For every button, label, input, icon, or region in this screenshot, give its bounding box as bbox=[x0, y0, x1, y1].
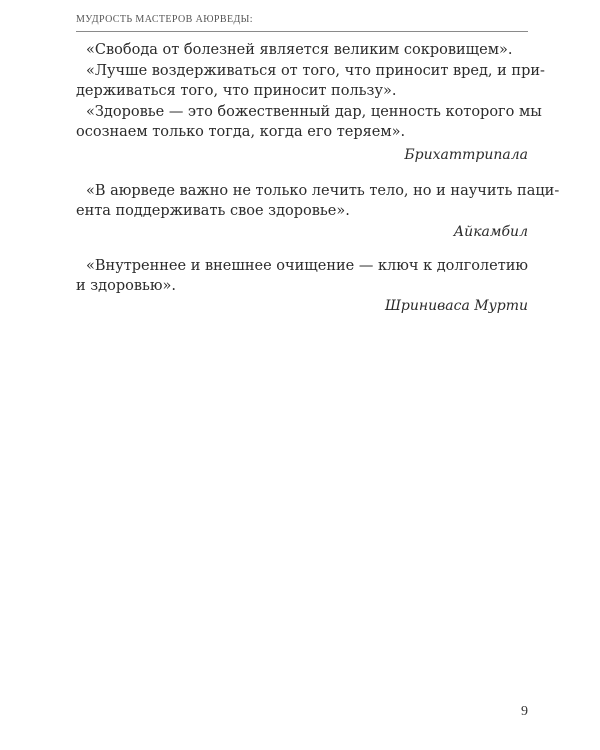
page-number: 9 bbox=[521, 704, 528, 719]
quote-line: и здоровью». bbox=[76, 278, 177, 294]
quote-author: Айкамбил bbox=[453, 224, 528, 240]
header-divider bbox=[76, 31, 528, 32]
running-title: МУДРОСТЬ МАСТЕРОВ АЮРВЕДЫ: bbox=[76, 14, 253, 25]
quote-line: «Внутреннее и внешнее очищение — ключ к долголетию bbox=[86, 258, 529, 274]
quote-author: Шриниваса Мурти bbox=[384, 298, 528, 314]
quote-line: «Свобода от болезней является великим сокровищем». bbox=[86, 42, 513, 58]
quote-line: «Здоровье — это божественный дар, ценность которого мы bbox=[86, 104, 542, 120]
quote-line: ента поддерживать свое здоровье». bbox=[76, 203, 350, 219]
quote-line: держиваться того, что приносит пользу». bbox=[76, 83, 397, 99]
quote-line: «В аюрведе важно не только лечить тело, но и научить паци- bbox=[86, 183, 560, 199]
quote-author: Брихаттрипала bbox=[404, 147, 528, 163]
quote-line: «Лучше воздерживаться от того, что приносит вред, и при- bbox=[86, 63, 545, 79]
quote-line: осознаем только тогда, когда его теряем». bbox=[76, 124, 406, 140]
